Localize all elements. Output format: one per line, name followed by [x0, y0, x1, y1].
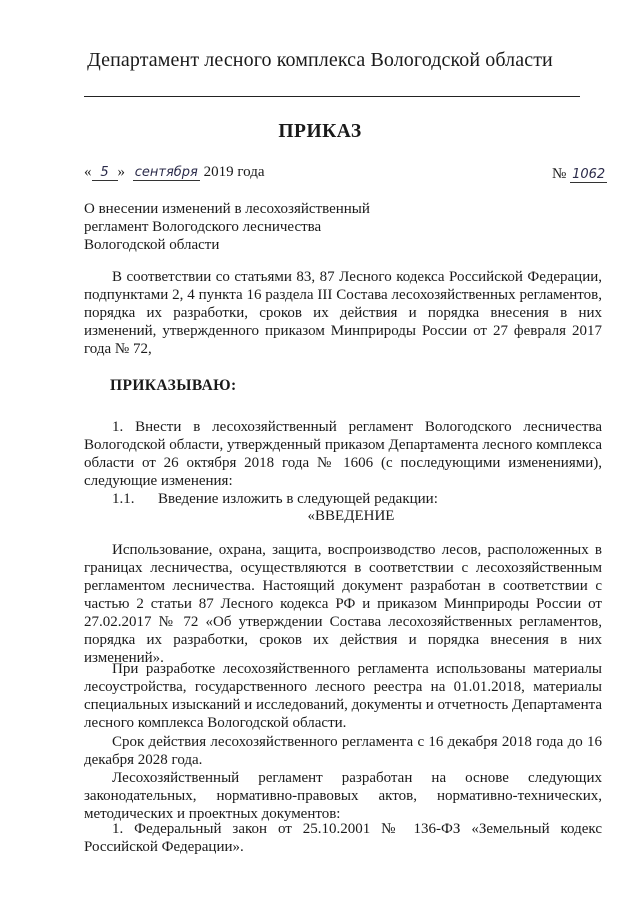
order-directive: ПРИКАЗЫВАЮ:: [110, 377, 237, 394]
date-close-quote: »: [117, 164, 125, 180]
number-label: №: [552, 166, 567, 182]
date-year: 2019 года: [203, 164, 265, 180]
order-subject: [84, 200, 414, 254]
item-1-1-text: Введение изложить в следующей редакции:: [158, 491, 438, 507]
handwritten-month: сентября: [134, 165, 198, 180]
intro-paragraph-2: При разработке лесохозяйственного регламента использованы материалы лесоустройства, государственного лесного реестра на 01.01.2018, материалы специальных изысканий и исследований, документы и отчетность Департамента лесного комплекса Вологодской области.: [84, 661, 602, 731]
handwritten-number: 1062: [572, 167, 606, 182]
date-open-quote: «: [84, 164, 92, 180]
subject-line-3: Вологодской области: [84, 237, 220, 253]
preamble-paragraph: В соответствии со статьями 83, 87 Лесного кодекса Российской Федерации, подпунктами 2, 4 пункта 16 раздела III Состава лесохозяйственных регламентов, порядка их разработки, сроков их действия и порядка внесения в них изменений, утвержденного приказом Минприроды России от 27 февраля 2017 года № 72,: [84, 269, 602, 357]
department-heading: Департамент лесного комплекса Вологодской области: [87, 49, 553, 71]
intro-paragraph-3: Срок действия лесохозяйственного регламента с 16 декабря 2018 года до 16 декабря 2028 года.: [84, 734, 602, 768]
subject-line-2: регламент Вологодского лесничества: [84, 219, 322, 235]
subject-line-1: О внесении изменений в лесохозяйственный: [84, 201, 370, 217]
intro-paragraph-5: 1. Федеральный закон от 25.10.2001 № 136-ФЗ «Земельный кодекс Российской Федерации».: [84, 821, 602, 855]
order-date: [84, 164, 265, 181]
header-divider: [84, 96, 580, 97]
order-number: [552, 166, 607, 183]
item-1-paragraph: 1. Внести в лесохозяйственный регламент Вологодского лесничества Вологодской области, утвержденный приказом Департамента лесного комплекса области от 26 октября 2018 года № 1606 (с последующими изменениями), следующие изменения:: [84, 419, 602, 489]
item-1-1-number: 1.1.: [112, 491, 135, 507]
handwritten-day: 5: [92, 166, 118, 181]
document-title: ПРИКАЗ: [278, 121, 362, 142]
introduction-heading: «ВВЕДЕНИЕ: [307, 508, 395, 524]
intro-paragraph-4: Лесохозяйственный регламент разработан на основе следующих законодательных, нормативно-правовых актов, нормативно-технических, методических и проектных документов:: [84, 770, 602, 822]
intro-paragraph-1: Использование, охрана, защита, воспроизводство лесов, расположенных в границах лесничества, осуществляются в соответствии с лесохозяйственным регламентом лесничества. Настоящий документ разработан в соответствии с частью 2 статьи 87 Лесного кодекса РФ и приказом Минприроды России от 27.02.2017 № 72 «Об утверждении Состава лесохозяйственных регламентов, порядка их разработки, сроков их действия и порядка внесения в них изменений».: [84, 542, 602, 666]
